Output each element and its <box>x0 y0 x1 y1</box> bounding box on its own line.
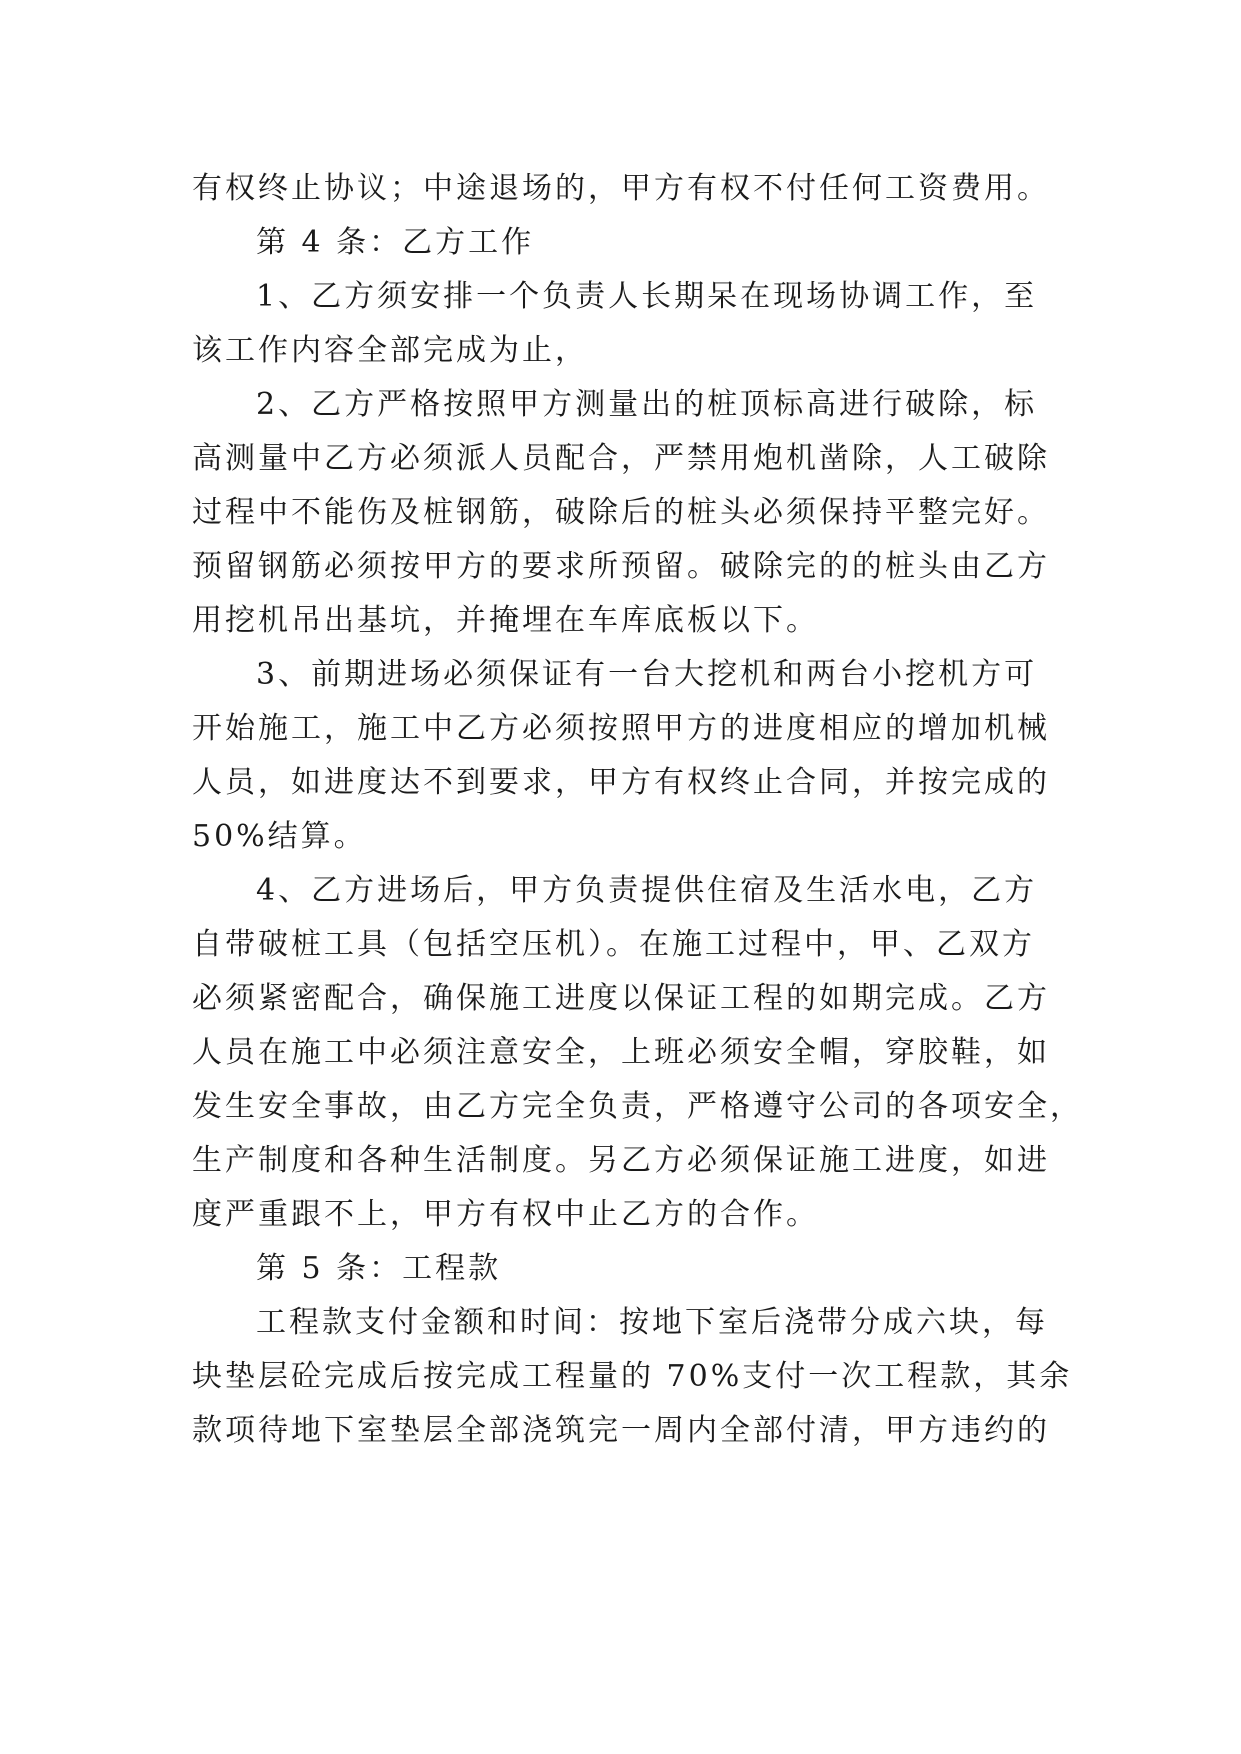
text-line: 高测量中乙方必须派人员配合，严禁用炮机凿除，人工破除 <box>192 441 1050 476</box>
text-line: 块垫层砼完成后按完成工程量的 70%支付一次工程款，其余 <box>192 1359 1073 1394</box>
text-line: 生产制度和各种生活制度。另乙方必须保证施工进度，如进 <box>192 1143 1050 1178</box>
article-5-heading: 第 5 条：工程款 <box>256 1251 502 1286</box>
text-line: 款项待地下室垫层全部浇筑完一周内全部付清，甲方违约的 <box>192 1413 1050 1448</box>
text-line: 4、乙方进场后，甲方负责提供住宿及生活水电，乙方 <box>256 873 1038 908</box>
text-line: 度严重跟不上，甲方有权中止乙方的合作。 <box>192 1197 819 1232</box>
text-line: 3、前期进场必须保证有一台大挖机和两台小挖机方可 <box>256 657 1038 692</box>
text-line: 预留钢筋必须按甲方的要求所预留。破除完的的桩头由乙方 <box>192 549 1050 584</box>
text-line: 过程中不能伤及桩钢筋，破除后的桩头必须保持平整完好。 <box>192 495 1050 530</box>
text-line: 该工作内容全部完成为止， <box>192 333 588 368</box>
text-line: 必须紧密配合，确保施工进度以保证工程的如期完成。乙方 <box>192 981 1050 1016</box>
text-line: 自带破桩工具（包括空压机）。在施工过程中，甲、乙双方 <box>192 927 1035 962</box>
text-line: 1、乙方须安排一个负责人长期呆在现场协调工作，至 <box>256 279 1038 314</box>
text-line: 人员在施工中必须注意安全，上班必须安全帽，穿胶鞋，如 <box>192 1035 1050 1070</box>
text-line: 发生安全事故，由乙方完全负责，严格遵守公司的各项安全， <box>192 1089 1083 1124</box>
text-line: 50%结算。 <box>192 819 367 854</box>
text-line: 人员，如进度达不到要求，甲方有权终止合同，并按完成的 <box>192 765 1050 800</box>
text-line: 2、乙方严格按照甲方测量出的桩顶标高进行破除，标 <box>256 387 1038 422</box>
text-line: 工程款支付金额和时间：按地下室后浇带分成六块，每 <box>256 1305 1048 1340</box>
text-line: 开始施工，施工中乙方必须按照甲方的进度相应的增加机械 <box>192 711 1050 746</box>
text-line: 有权终止协议；中途退场的，甲方有权不付任何工资费用。 <box>192 171 1050 206</box>
document-body <box>192 162 1083 1458</box>
text-line: 用挖机吊出基坑，并掩埋在车库底板以下。 <box>192 603 819 638</box>
article-4-heading: 第 4 条：乙方工作 <box>256 225 535 260</box>
